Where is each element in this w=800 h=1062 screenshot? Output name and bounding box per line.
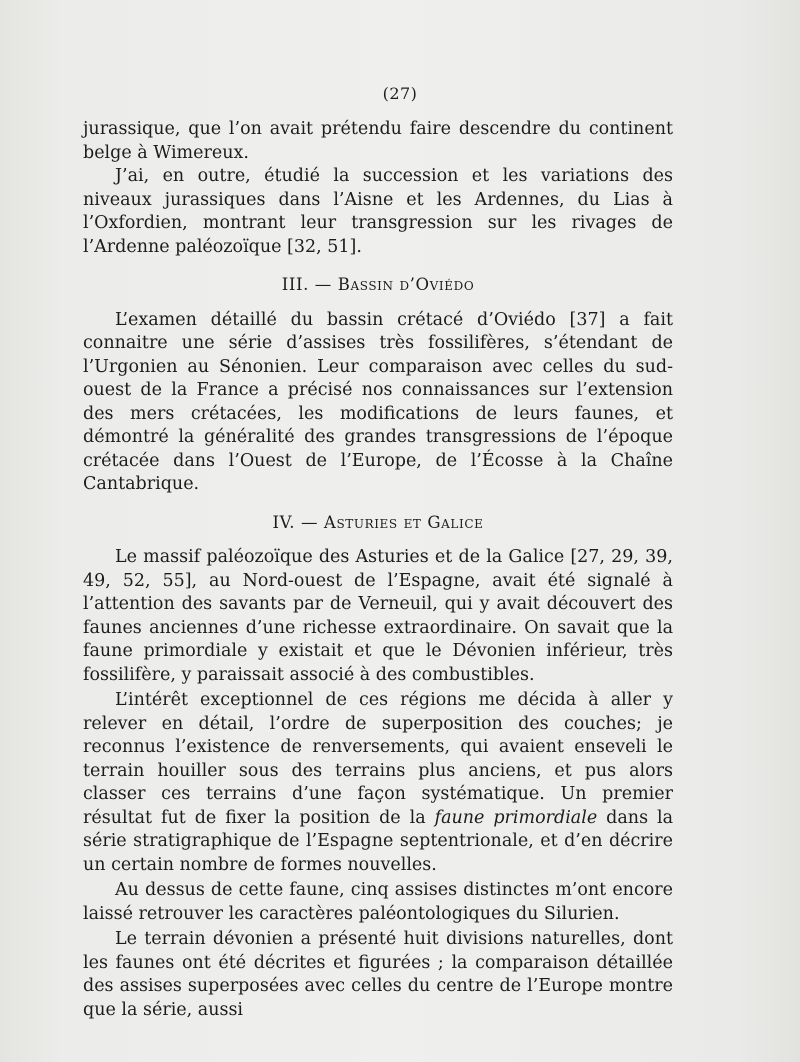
paragraph-silurien: Au dessus de cette faune, cinq assises distinctes m’ont encore laissé retrouver les caractères paléontologiques du Silurien. <box>83 880 673 924</box>
section-heading-asturies <box>83 511 673 535</box>
italic-term: faune primordiale <box>434 807 598 828</box>
paragraph-text: dans la série stratigraphique de l’Espagne septentrionale, et d’en décrire un certain nombre de formes nouvelles. <box>83 807 674 875</box>
body-text <box>83 118 673 1022</box>
paragraph-massif: Le massif paléozoïque des Asturies et de la Galice [27, 29, 39, 49, 52, 55], au Nord-ouest de l’Espagne, avait été signalé à l’attention des savants par de Verneuil, qui y avait découvert des faunes anciennes d’une richesse extraordinaire. On savait que la faune primordiale y existait et que le Dévonien inférieur, très fossilifère, y paraissait associé à des combustibles. <box>83 547 673 685</box>
section-numeral: III. — <box>281 275 332 294</box>
paragraph-continuation: jurassique, que l’on avait prétendu faire descendre du continent belge à Wimereux. <box>83 119 673 163</box>
paragraph-devonien: Le terrain dévonien a présenté huit divisions naturelles, dont les faunes ont été décrites et figurées ; la comparaison détaillée des assises superposées avec celles du centre de l’Europe montre que la série, aussi <box>83 929 673 1020</box>
section-title: Asturies et Galice <box>323 512 484 532</box>
paragraph-text: L’intérêt exceptionnel de ces régions me décida à aller y relever en détail, l’ordre de superposition des couches; je reconnus l’existence de renversements, qui avaient enseveli le terrain houiller sous des terrains plus anciens, et pus alors classer ces terrains d’une façon systématique. Un premier résultat fut de fixer la position de la <box>83 690 673 828</box>
page-number: (27) <box>382 84 418 103</box>
section-heading-oviedo <box>83 273 673 297</box>
paragraph-interet <box>83 689 673 877</box>
paragraph-oviedo: L’examen détaillé du bassin crétacé d’Oviédo [37] a fait connaitre une série d’assises très fossilifères, s’étendant de l’Urgonien au Sénonien. Leur comparaison avec celles du sud-ouest de la France a précisé nos connaissances sur l’extension des mers crétacées, les modifications de leurs faunes, et démontré la généralité des grandes transgressions de l’époque crétacée dans l’Ouest de l’Europe, de l’Écosse à la Chaîne Cantabrique. <box>83 309 673 494</box>
section-title: Bassin d’Oviédo <box>337 275 475 294</box>
section-numeral: IV. — <box>272 512 319 532</box>
paragraph-jurassic: J’ai, en outre, étudié la succession et les variations des niveaux jurassiques dans l’Aisne et les Ardennes, du Lias à l’Oxfordien, montrant leur transgression sur les rivages de l’Ardenne paléozoïque [32, 51]. <box>83 166 673 257</box>
